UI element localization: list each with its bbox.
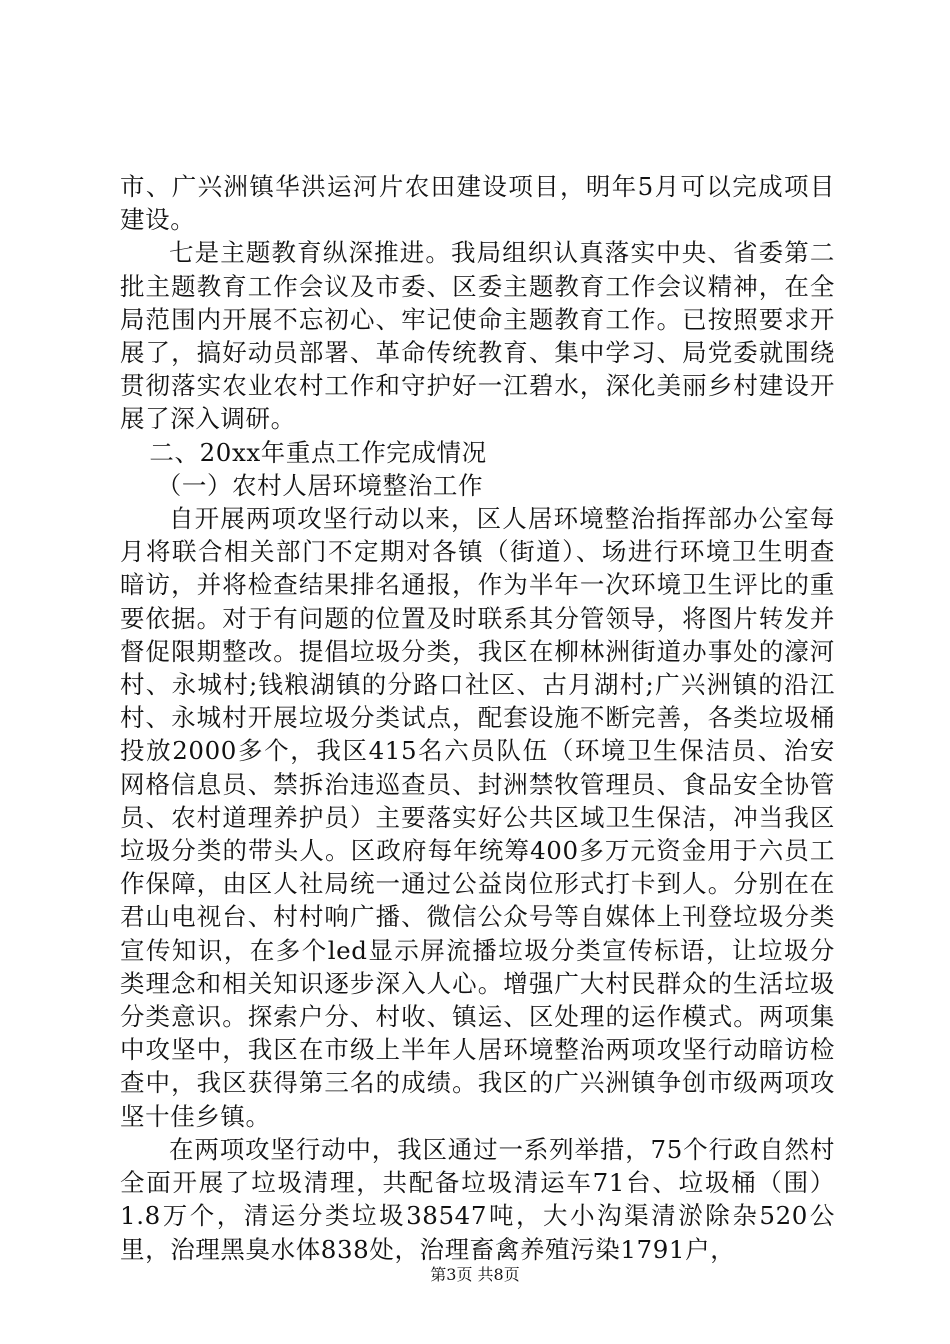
paragraph-continuation: 市、广兴洲镇华洪运河片农田建设项目，明年5月可以完成项目建设。	[120, 172, 835, 235]
subsection-heading: （一）农村人居环境整治工作	[156, 470, 484, 500]
document-body	[120, 170, 835, 1266]
paragraph-theme-education: 七是主题教育纵深推进。我局组织认真落实中央、省委第二批主题教育工作会议及市委、区委主题教育工作会议精神，在全局范围内开展不忘初心、牢记使命主题教育工作。已按照要求开展了，搞好动员部署、革命传统教育、集中学习、局党委就围绕贯彻落实农业农村工作和守护好一江碧水，深化美丽乡村建设开展了深入调研。	[120, 238, 835, 434]
paragraph-campaign-results: 在两项攻坚行动中，我区通过一系列举措，75个行政自然村全面开展了垃圾清理，共配备垃圾清运车71台、垃圾桶（围）1.8万个，清运分类垃圾38547吨，大小沟渠清淤除杂520公里，治理黑臭水体838处，治理畜禽养殖污染1791户，	[120, 1134, 835, 1264]
paragraph-environment-work: 自开展两项攻坚行动以来，区人居环境整治指挥部办公室每月将联合相关部门不定期对各镇（街道）、场进行环境卫生明查暗访，并将检查结果排名通报，作为半年一次环境卫生评比的重要依据。对于有问题的位置及时联系其分管领导，将图片转发并督促限期整改。提倡垃圾分类，我区在柳林洲街道办事处的濠河村、永城村;钱粮湖镇的分路口社区、古月湖村;广兴洲镇的沿江村、永城村开展垃圾分类试点，配套设施不断完善，各类垃圾桶投放2000多个，我区415名六员队伍（环境卫生保洁员、治安网格信息员、禁拆治违巡查员、封洲禁牧管理员、食品安全协管员、农村道理养护员）主要落实好公共区域卫生保洁，冲当我区垃圾分类的带头人。区政府每年统筹400多万元资金用于六员工作保障，由区人社局统一通过公益岗位形式打卡到人。分别在在君山电视台、村村响广播、微信公众号等自媒体上刊登垃圾分类宣传知识，在多个led显示屏流播垃圾分类宣传标语，让垃圾分类理念和相关知识逐步深入人心。增强广大村民群众的生活垃圾分类意识。探索户分、村收、镇运、区处理的运作模式。两项集中攻坚中，我区在市级上半年人居环境整治两项攻坚行动暗访检查中，我区获得第三名的成绩。我区的广兴洲镇争创市级两项攻坚十佳乡镇。	[120, 504, 835, 1131]
page-footer: 第3页 共8页	[430, 1265, 520, 1284]
section-heading: 二、20xx年重点工作完成情况	[149, 437, 487, 467]
